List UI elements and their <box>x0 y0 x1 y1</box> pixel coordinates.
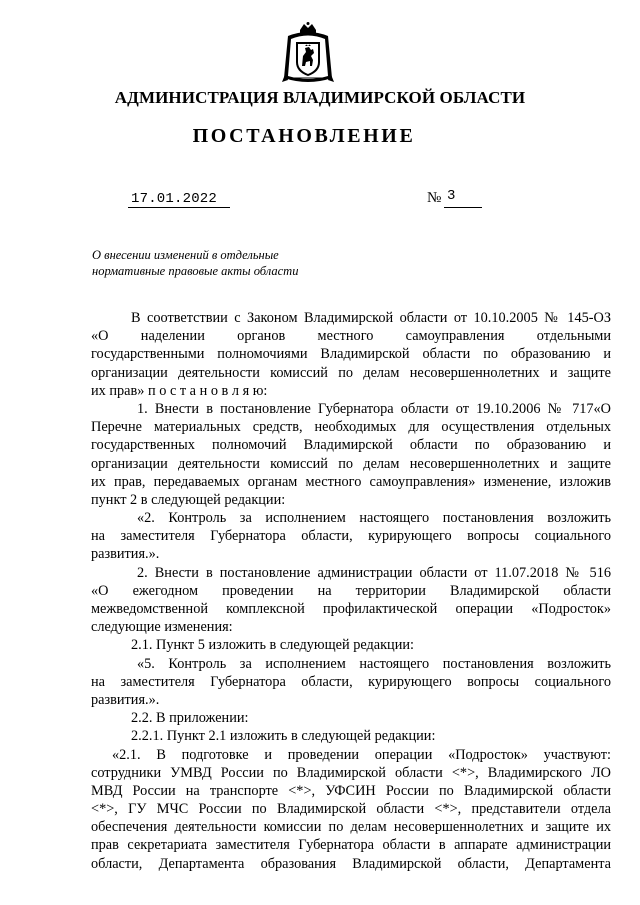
body-line: 2.2. В приложении: <box>131 710 249 727</box>
body-line: «О наделении органов местного самоуправления отдельными <box>91 328 611 345</box>
body-line: прав секретариата заместителя Губернатора области в аппарате администрации <box>91 837 611 854</box>
body-line: В соответствии с Законом Владимирской области от 10.10.2005 № 145-ОЗ <box>131 310 611 326</box>
organization-title: АДМИНИСТРАЦИЯ ВЛАДИМИРСКОЙ ОБЛАСТИ <box>114 88 526 107</box>
body-line: 1. Внести в постановление Губернатора области от 19.10.2006 № 717«О <box>137 400 611 417</box>
body-line: обеспечения деятельности комиссии по делам несовершеннолетних и защите их <box>91 819 611 836</box>
document-date: 17.01.2022 <box>131 191 218 207</box>
body-line: государственными полномочиями Владимирской области по образованию и <box>91 346 611 363</box>
body-line: их прав» п о с т а н о в л я ю: <box>91 382 268 399</box>
body-line: на заместителя Губернатора области, курирующего вопросы социального <box>91 673 611 690</box>
body-line: 2.1. Пункт 5 изложить в следующей редакции: <box>131 637 414 654</box>
body-line: «2.1. В подготовке и проведении операции «Подросток» участвуют: <box>112 746 611 763</box>
body-line: <*>, ГУ МЧС России по Владимирской области <*>, представители отдела <box>91 801 611 818</box>
number-underline <box>444 207 482 208</box>
body-line: 2. Внести в постановление администрации области от 11.07.2018 № 516 <box>137 564 611 581</box>
document-type-heading: ПОСТАНОВЛЕНИЕ <box>192 125 416 147</box>
body-line: Перечне материальных средств, необходимых для осуществления отдельных <box>91 419 611 436</box>
body-line: на заместителя Губернатора области, курирующего вопросы социального <box>91 528 611 545</box>
body-line: сотрудники УМВД России по Владимирской области <*>, Владимирского ЛО <box>91 764 611 781</box>
body-line: организации деятельности комиссий по делам несовершеннолетних и защите <box>91 455 611 472</box>
body-line: развития.». <box>91 691 160 708</box>
body-line: МВД России на транспорте <*>, УФСИН России по Владимирской области <box>91 782 611 799</box>
subject-line: О внесении изменений в отдельные <box>92 248 279 262</box>
body-line: следующие изменения: <box>91 619 233 636</box>
date-underline <box>128 207 230 208</box>
body-line: межведомственной комплексной профилактической операции «Подросток» <box>91 601 611 617</box>
body-line: «2. Контроль за исполнением настоящего постановления возложить <box>137 510 611 527</box>
body-line: «О ежегодном проведении на территории Владимирской области <box>91 582 611 599</box>
subject-line: нормативные правовые акты области <box>92 263 299 278</box>
body-line: пункт 2 в следующей редакции: <box>91 491 286 508</box>
body-line: государственных полномочий Владимирской области по образованию и <box>91 437 611 454</box>
body-line: развития.». <box>91 546 160 563</box>
body-line: 2.2.1. Пункт 2.1 изложить в следующей редакции: <box>131 728 436 745</box>
document-subject <box>92 248 298 279</box>
body-line: организации деятельности комиссий по делам несовершеннолетних и защите <box>91 364 611 381</box>
coat-of-arms-emblem <box>278 22 338 86</box>
document-body <box>91 309 611 873</box>
body-line: области, Департамента образования Владимирской области, Департамента <box>91 855 611 872</box>
body-line: их прав, передаваемых органам местного самоуправления» изменение, изложив <box>91 473 611 490</box>
document-number: 3 <box>447 188 456 204</box>
body-line: «5. Контроль за исполнением настоящего постановления возложить <box>137 655 611 672</box>
number-label: № <box>427 190 442 206</box>
